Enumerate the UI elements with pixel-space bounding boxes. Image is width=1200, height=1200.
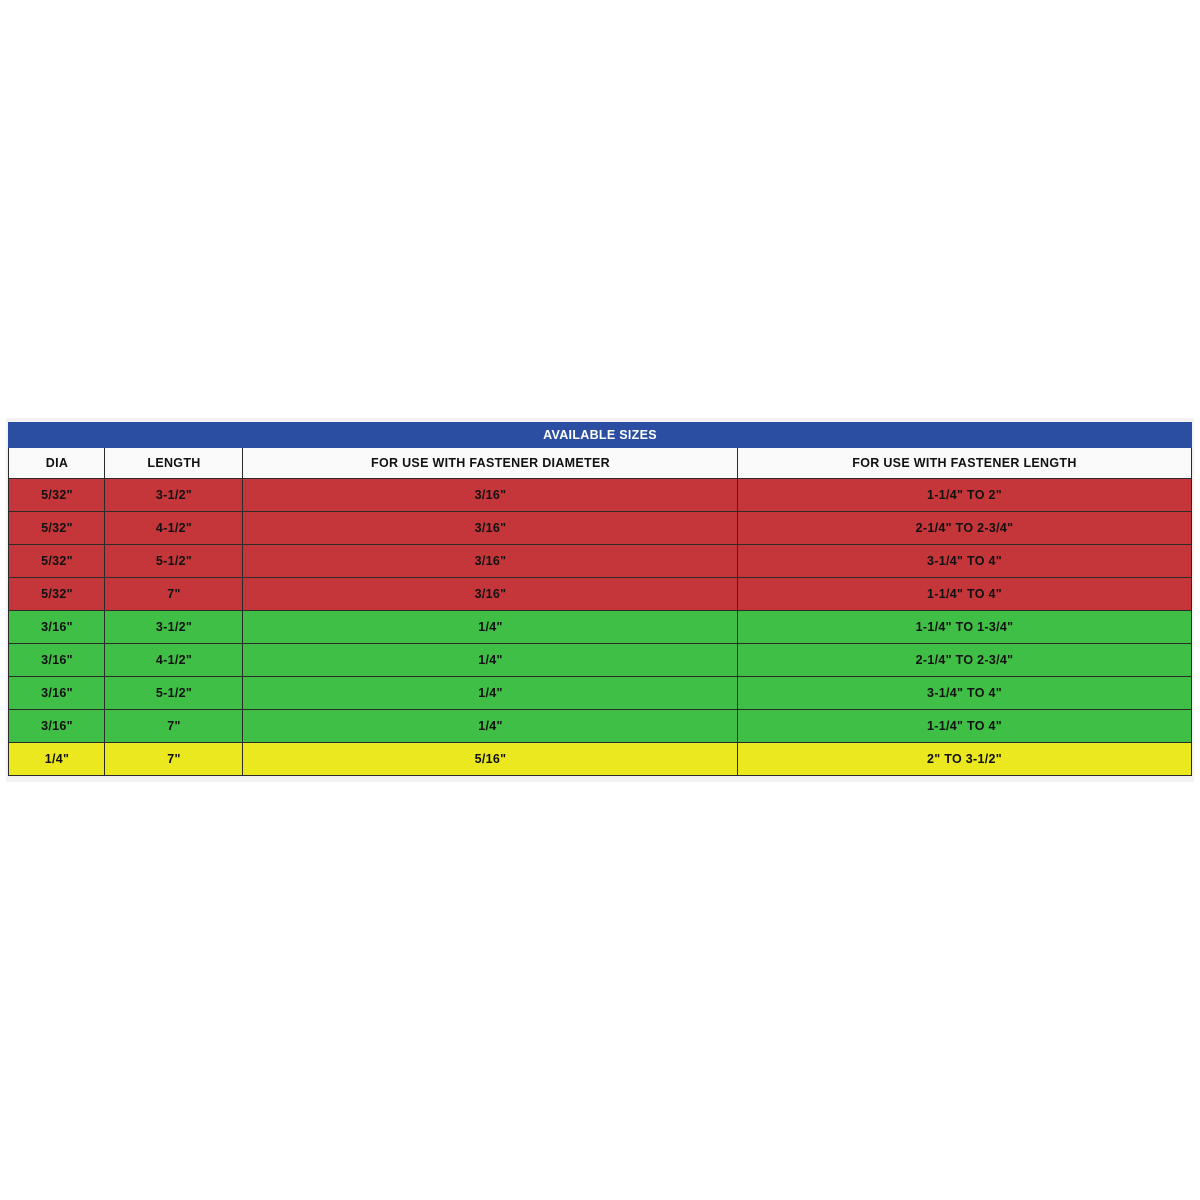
cell-fastener-length: 1-1/4" TO 2" — [738, 479, 1191, 512]
cell-dia: 5/32" — [9, 545, 105, 578]
cell-fastener-length: 1-1/4" TO 1-3/4" — [738, 611, 1191, 644]
cell-dia: 3/16" — [9, 644, 105, 677]
cell-fastener-length: 1-1/4" TO 4" — [738, 710, 1191, 743]
cell-length: 5-1/2" — [105, 677, 243, 710]
cell-length: 7" — [105, 710, 243, 743]
cell-fastener-diameter: 1/4" — [243, 677, 738, 710]
cell-fastener-diameter: 3/16" — [243, 545, 738, 578]
cell-dia: 3/16" — [9, 710, 105, 743]
cell-fastener-diameter: 1/4" — [243, 710, 738, 743]
cell-fastener-length: 1-1/4" TO 4" — [738, 578, 1191, 611]
cell-fastener-length: 2-1/4" TO 2-3/4" — [738, 512, 1191, 545]
cell-length: 3-1/2" — [105, 611, 243, 644]
cell-dia: 5/32" — [9, 578, 105, 611]
column-header-length: LENGTH — [105, 448, 243, 479]
cell-length: 7" — [105, 578, 243, 611]
cell-fastener-length: 3-1/4" TO 4" — [738, 677, 1191, 710]
column-header-dia: DIA — [9, 448, 105, 479]
table-head — [9, 423, 1191, 479]
table-title-row — [9, 423, 1191, 448]
table-row — [9, 710, 1191, 743]
column-header-fastener-diameter: FOR USE WITH FASTENER DIAMETER — [243, 448, 738, 479]
cell-fastener-diameter: 1/4" — [243, 644, 738, 677]
table-row — [9, 545, 1191, 578]
cell-length: 3-1/2" — [105, 479, 243, 512]
cell-fastener-diameter: 3/16" — [243, 479, 738, 512]
table-row — [9, 578, 1191, 611]
cell-dia: 3/16" — [9, 611, 105, 644]
cell-dia: 3/16" — [9, 677, 105, 710]
cell-length: 4-1/2" — [105, 512, 243, 545]
cell-fastener-diameter: 1/4" — [243, 611, 738, 644]
table-row — [9, 677, 1191, 710]
cell-length: 5-1/2" — [105, 545, 243, 578]
table-row — [9, 611, 1191, 644]
table-title: AVAILABLE SIZES — [9, 423, 1191, 448]
available-sizes-table — [8, 422, 1191, 776]
table-row — [9, 644, 1191, 677]
cell-fastener-diameter: 3/16" — [243, 512, 738, 545]
cell-dia: 1/4" — [9, 743, 105, 776]
table-row — [9, 479, 1191, 512]
cell-length: 7" — [105, 743, 243, 776]
cell-fastener-length: 2-1/4" TO 2-3/4" — [738, 644, 1191, 677]
cell-length: 4-1/2" — [105, 644, 243, 677]
table-header-row — [9, 448, 1191, 479]
cell-fastener-length: 3-1/4" TO 4" — [738, 545, 1191, 578]
table-body — [9, 479, 1191, 776]
cell-fastener-diameter: 5/16" — [243, 743, 738, 776]
table-row — [9, 512, 1191, 545]
table-row — [9, 743, 1191, 776]
available-sizes-panel — [6, 418, 1194, 782]
cell-fastener-length: 2" TO 3-1/2" — [738, 743, 1191, 776]
column-header-fastener-length: FOR USE WITH FASTENER LENGTH — [738, 448, 1191, 479]
cell-dia: 5/32" — [9, 479, 105, 512]
cell-dia: 5/32" — [9, 512, 105, 545]
cell-fastener-diameter: 3/16" — [243, 578, 738, 611]
